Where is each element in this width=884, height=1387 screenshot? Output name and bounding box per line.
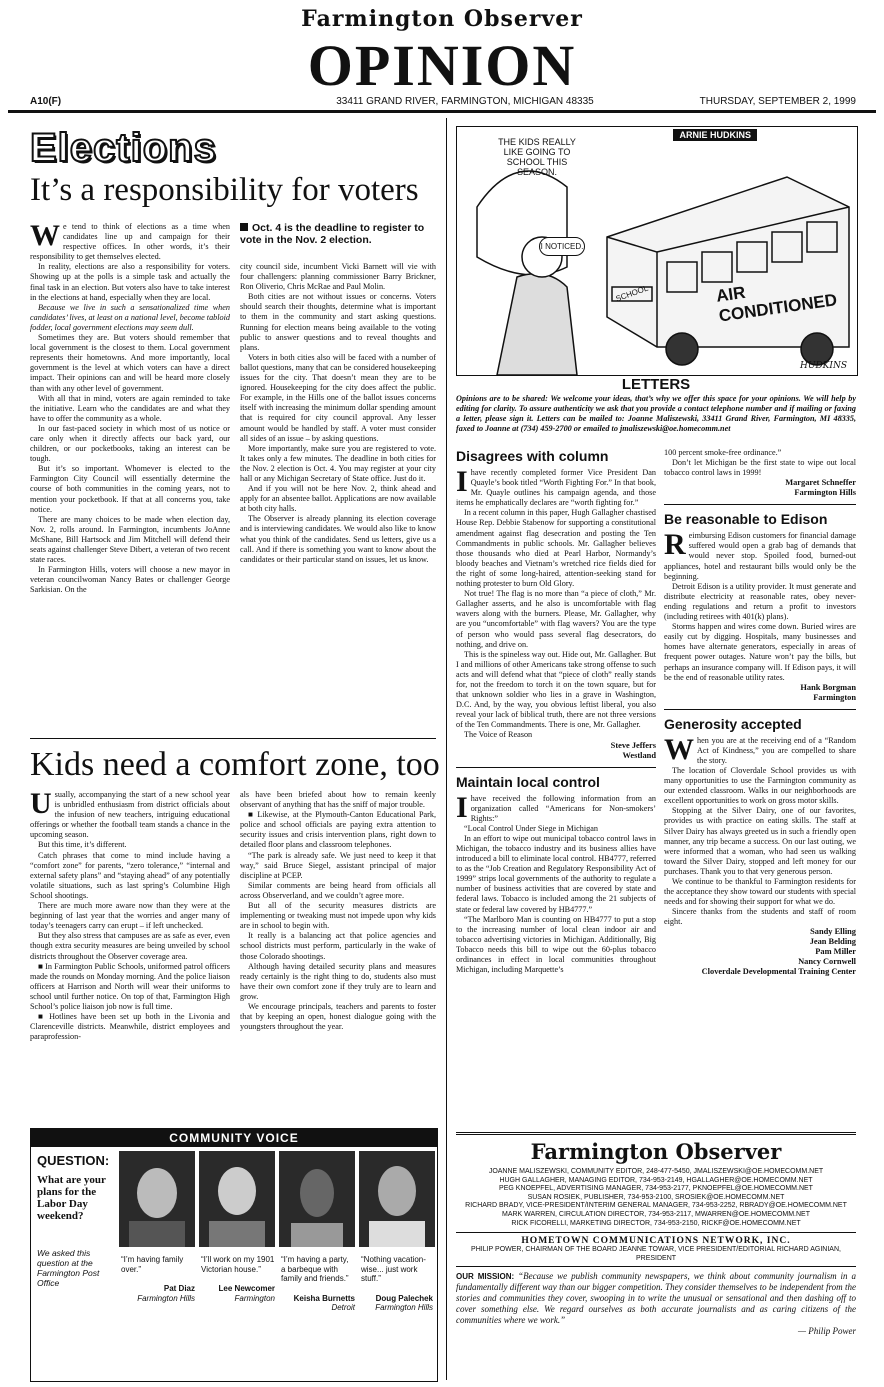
bus-label: SCHOOL: [614, 283, 650, 304]
staff-entry: PEG KNOEPFEL, ADVERTISING MANAGER, 734-953-2177, PKNOEPFEL@OE.HOMECOMM.NET: [499, 1185, 813, 1193]
paragraph: ■ Hotlines have been set up both in the Livonia and Clarenceville districts. Meanwhile, district employees and paraprofession-: [30, 1012, 230, 1042]
cartoon-signature: HUDKINS: [800, 361, 847, 371]
respondent-name: Lee Newcomer: [218, 1284, 275, 1293]
network-officers: PHILIP POWER, CHAIRMAN OF THE BOARD JEANNE TOWAR, VICE PRESIDENT/EDITORIAL RICHARD AGINIAN, PRESIDENT: [456, 1246, 856, 1267]
paragraph: als have been briefed about how to remain keenly observant of anything that has the sniff of major trouble.: [240, 790, 436, 810]
signer-organization: Cloverdale Developmental Training Center: [701, 967, 856, 977]
response: [361, 1255, 433, 1313]
paragraph: We continue to be thankful to Farmington residents for the acceptance they show toward our students with special needs and for showing their support for what we do.: [664, 877, 856, 907]
column-divider: [446, 118, 447, 1380]
signer-city: Farmington Hills: [794, 488, 856, 498]
letter-divider: [456, 767, 656, 768]
letter-title: Maintain local control: [456, 773, 600, 790]
signer-name: Margaret Schneffer: [785, 478, 856, 488]
letter-title: Disagrees with column: [456, 448, 609, 464]
speech-bubble: THE KIDS REALLY LIKE GOING TO SCHOOL THIS SEASON.: [498, 137, 576, 177]
letter-title: Be reasonable to Edison: [664, 511, 828, 528]
paragraph: Storms happen and wires come down. Buried wires are easily cut by digging. Hospitals, many businesses and homes have alternate generators, especially in areas of frequent power outages. Nature won’t pay the bills, but perhaps an insurance company will. If Edison pays, it will be the end of reasonable utility rates.: [664, 622, 856, 682]
paragraph: ■ In Farmington Public Schools, uniformed patrol officers made the rounds on Monday morning. And the police liaison officers at Harrison and North will wear their uniforms to school until further notice. On top of that, Farmington High School’s police liaison job now is full time.: [30, 961, 230, 1011]
paragraph: The Observer is already planning its election coverage and is interviewing candidates. We would also like to know what you think of the candidates. Send us letters, give us a call. And if there is something you want to know about the candidates or their particular stand on issues, let us know.: [240, 514, 436, 564]
paragraph: hen you are at the receiving end of a “Random Act of Kindness,” you are compelled to share the story.: [697, 735, 856, 765]
paragraph: “The park is already safe. We just need to keep it that way,” said Bruce Siegel, assistant principal of major discipline at PCEP.: [240, 850, 436, 880]
letter-body: [456, 790, 656, 976]
question-label: QUESTION:: [37, 1153, 110, 1168]
staff-entry: SUSAN ROSIEK, PUBLISHER, 734-953-2100, SROSIEK@OE.HOMECOMM.NET: [527, 1193, 785, 1201]
paragraph: With all that in mind, voters are again reminded to take the initiative. Learn who the candidates are and what they have to offer the community as a whole.: [30, 393, 230, 423]
response-quote: “I’m having a party, a barbeque with family and friends.”: [281, 1255, 349, 1283]
paragraph: In our fast-paced society in which most of us notice or care only when it directly affects our back yard, our children, or our pocketbooks, taking an interest can be tough.: [30, 423, 230, 464]
paragraph: “The Marlboro Man is counting on HB4777 to put a stop to the increasing number of local clean indoor air and tobacco advertising victories in Michigan. Additionally, Big Tobacco needs this bill to wipe out the 60-plus tobacco ordinances in effect in local communities throughout Michigan, including Marquette’s: [456, 914, 656, 975]
staff-entry: JOANNE MALISZEWSKI, COMMUNITY EDITOR, 248-477-5450, JMALISZEWSKI@OE.HOMECOMM.NET: [488, 1168, 824, 1175]
paragraph: And if you will not be here Nov. 2, think ahead and apply for an absentee ballot. Applications are now available at both city halls.: [240, 484, 436, 514]
respondent-photo: [119, 1151, 195, 1247]
letters-intro: Opinions are to be shared: We welcome your ideas, that’s why we offer this space for your opinions. We will help by editing for clarity. To assure authenticity we ask that you provide a contact telephone number and if mailing or faxing a letter, please sign it. Letters can be mailed to: Joanne Maliszewski, 33411 Grand River, Farmington, MI 48335, faxed to Joanne at (734) 459-2700 or emailed to jmaliszewski@oe.homecomm.net: [456, 394, 856, 433]
staff-entry: RICK FICORELLI, MARKETING DIRECTOR, 734-953-2150, RICKF@OE.HOMECOMM.NET: [511, 1219, 801, 1227]
paragraph: But all of the security measures districts are implementing or tweaking must not impede upon why kids are in school to begin with.: [240, 901, 436, 931]
signer-name: Nancy Cornwell: [798, 957, 856, 967]
letter-divider: [664, 709, 856, 710]
issue-date: THURSDAY, SEPTEMBER 2, 1999: [699, 96, 856, 107]
paragraph: But it’s so important. Whomever is elected to the Farmington City Council will essentially determine the course of both communities in the coming years, not to mention your pocketbook. If that at all concerns you, take notice.: [30, 464, 230, 514]
paragraph: We encourage principals, teachers and parents to foster that by keeping an open, honest dialogue going with the youngsters throughout the year.: [240, 1001, 436, 1032]
response-quote: “Nothing vacation-wise... just work stuff.”: [361, 1255, 426, 1283]
question-text: What are your plans for the Labor Day weekend?: [37, 1174, 106, 1222]
paragraph: have recently completed former Vice President Dan Quayle’s book titled “Worth Fighting For.” In that book, Mr. Quayle outlines his campaign agenda, and those items he emphatically declares are “worth fighting for.”: [456, 468, 656, 508]
editorial-kicker: Elections: [30, 126, 217, 170]
section-rule: [30, 738, 436, 739]
mission-signature: — Philip Power: [798, 1326, 856, 1337]
page-number: A10(F): [30, 96, 62, 107]
elections-column-2: [240, 262, 436, 565]
elections-column-1: [30, 219, 230, 595]
paragraph: city council side, incumbent Vicki Barnett will vie with four challengers: planning commissioner Barry Brickner, Ron Oliverio, Chris McRae and Paul Molin.: [240, 262, 436, 292]
respondent-city: Farmington: [234, 1293, 275, 1303]
respondent-city: Detroit: [331, 1303, 355, 1312]
paragraph: In Farmington Hills, voters will choose a new mayor in veteran councilwoman Nancy Bates or challenger George Sarkisian. On the: [30, 565, 230, 595]
response: [281, 1255, 355, 1313]
paragraph: Both cities are not without issues or concerns. Voters should search their thoughts, determine what is important to them in the community and start asking questions. Running for election means being available to the voting public to answer questions and to reveal thoughts and plans.: [240, 292, 436, 352]
paragraph: In an effort to wipe out municipal tobacco control laws in Michigan, the tobacco industry and its business allies have introduced a bill to eliminate local control. HB4777, referred to as the “Job Creation and Regulatory Responsibility Act of 1999” strips local governments of the authority to regulate a number of business activities that are covered by state and federal laws. Tobacco is included among the 21 subjects of state or federal law covered by HB4777.”: [456, 833, 656, 914]
paragraph: The Voice of Reason: [464, 730, 533, 740]
paragraph: Because we live in such a sensationalized time when candidates’ lives, at least on a national level, become tabloid fodder, local government elections may seem dull.: [30, 302, 230, 332]
paragraph: Not true! The flag is no more than “a piece of cloth,” Mr. Gallagher asserts, and he also is uncomfortable with flag wavers along with the burners. Please, Mr. Gallagher, why are you “uncomfortable” with flag wavers? You are the type of person who would pass several flag desecrators, do nothing, and drive on.: [456, 589, 656, 649]
paragraph: have received the following information from an organization called “Americans for Non-smokers’ Rights:”: [470, 793, 656, 823]
paragraph: There are much more aware now than they were at the beginning of last year that the worries and anger many of today’s teenagers carry can erupt – if left unchecked.: [30, 901, 230, 931]
letter-signature: [456, 741, 656, 761]
dropcap: U: [30, 787, 52, 820]
signer-name: Sandy Elling: [810, 927, 856, 937]
paragraph: Similar comments are being heard from officials all across Observerland, and we couldn’t agree more.: [240, 880, 436, 900]
staff-entry: HUGH GALLAGHER, MANAGING EDITOR, 734-953-2149, HGALLAGHER@OE.HOMECOMM.NET: [499, 1176, 813, 1184]
dropcap: I: [456, 465, 468, 498]
callout-text: Oct. 4 is the deadline to register to vote in the Nov. 2 election.: [240, 222, 425, 246]
paragraph: e tend to think of elections as a time when candidates line up and campaign for their respective offices. In other words, it’s their responsibility to get themselves elected.: [30, 222, 230, 262]
respondent-city: Farmington Hills: [375, 1303, 433, 1312]
signer-name: Steve Jeffers: [610, 740, 656, 750]
letter-signature: [664, 683, 856, 703]
paragraph: 100 percent smoke-free ordinance.”: [664, 448, 782, 457]
community-voice-banner: COMMUNITY VOICE: [31, 1129, 437, 1147]
staff-entry: MARK WARREN, CIRCULATION DIRECTOR, 734-953-2117, MWARREN@OE.HOMECOMM.NET: [501, 1210, 811, 1218]
signer-name: Jean Belding: [809, 937, 856, 947]
respondent-photo: [279, 1151, 355, 1247]
paragraph: The location of Cloverdale School provides us with many opportunities to use the Farmington community as our extended classroom. Walks in our neighborhoods are excellent opportunities to work on gross motor skills.: [664, 765, 856, 806]
respondent-name: Doug Palechek: [375, 1293, 433, 1303]
paragraph: But they also stress that campuses are as safe as ever, even though extra security measures are being unveiled by school districts throughout the Observer coverage area.: [30, 931, 231, 961]
signer-city: Farmington: [813, 692, 856, 702]
paragraph: Stopping at the Silver Dairy, one of our favorites, provides us with practice on eating skills. The staff at Silver Dairy has always greeted us in such a friendly open manner, any trip became a success. On our last outing, we were informed that a woman, who had seen us walking toward the Silver Dairy, stopped and left money for our purchases. Thank you to that very generous person.: [664, 806, 856, 876]
respondent-city: Farmington Hills: [137, 1293, 195, 1303]
paragraph: There are many choices to be made when election day, Nov. 2, rolls around. In Farmington, incumbents JoAnne McShane, Bill Hartsock and Jim Mitchell will defend their seats against challenger Steve Dibert, a veteran of two recent state races.: [30, 514, 230, 565]
mission-text: “Because we publish community newspapers, we think about community journalism in a fundamentally different way than our bigger competition. They consider themselves to be independent from the stories and communities they cover, swooping in to write the unusual or sensational and then dashing off to cover something else. We regard ourselves as both accurate journalists and as caring citizens of the communities where we work.”: [456, 1271, 857, 1326]
paragraph: Sincere thanks from the students and staff of room eight.: [664, 907, 856, 927]
paragraph: In reality, elections are also a responsibility for voters. Showing up at the polls is a simple task and actually the final task in an election. But voters also have to take interest in the elections at hand, especially when they are local.: [30, 262, 230, 302]
mission-statement: [456, 1271, 856, 1326]
editorial-headline: It’s a responsibility for voters: [30, 172, 419, 208]
paragraph: But this time, it’s different.: [38, 840, 127, 850]
signer-name: Hank Borgman: [800, 682, 856, 692]
signer-city: Westland: [622, 750, 656, 760]
response-quote: “I’m having family over.”: [121, 1255, 184, 1274]
dropcap: W: [664, 732, 694, 766]
editorial-cartoon: [456, 126, 858, 376]
letter-signature: [664, 927, 856, 977]
kids-column-1: [30, 787, 231, 1042]
top-rule: [8, 110, 876, 113]
network-name: HOMETOWN COMMUNICATIONS NETWORK, INC.: [456, 1232, 856, 1246]
respondent-photo: [359, 1151, 435, 1247]
editorial-headline: Kids need a comfort zone, too: [30, 746, 440, 783]
paragraph: It really is a balancing act that police agencies and school districts must perform, particularly in the wake of those Colorado shootings.: [240, 931, 436, 961]
kids-column-2: [240, 790, 436, 1032]
paragraph: Detroit Edison is a utility provider. It must generate and distribute electricity at reasonable rates, obey never-ending regulations and return a profit to investors (including retirees with 401(k) plans).: [664, 581, 856, 622]
newspaper-nameplate: Farmington Observer: [301, 6, 583, 32]
staff-nameplate: Farmington Observer: [530, 1139, 782, 1164]
paragraph: Sometimes they are. But voters should remember that local government is the closest to them. Local government represents their hometowns. And more importantly, local government is the level at which voters can have a direct impact. Their opinions can and will be heard more closely than with any other level of government.: [30, 333, 230, 393]
response: [201, 1255, 275, 1303]
address-line: 33411 GRAND RIVER, FARMINGTON, MICHIGAN 48335: [336, 96, 594, 107]
mission-label: OUR MISSION:: [456, 1272, 515, 1282]
paragraph: More importantly, make sure you are registered to vote. It takes only a few minutes. The deadline in both cities for the Nov. 2 election is Oct. 4. You may register at your city hall or any Michigan Secretary of State office. Just do it.: [240, 443, 436, 483]
paragraph: Although having detailed security plans and measures ready certainly is the right thing to do, students also must have their own comfort zone if they truly are to learn and grow.: [240, 961, 436, 1001]
cartoonist-credit: ARNIE HUDKINS: [673, 129, 757, 141]
question-block: [37, 1153, 113, 1288]
dropcap: R: [664, 528, 686, 562]
paragraph: ■ Likewise, at the Plymouth-Canton Educational Park, police and school officials are paying extra attention to security issues and crisis intervention plans, right down to detailed floor plans and classroom telephones.: [240, 810, 436, 850]
letter-divider: [664, 504, 856, 505]
letter-body: [664, 732, 856, 928]
paragraph: eimbursing Edison customers for financial damage suffered would open a grab bag of demands that would never stop. Spoiled food, burned-out appliances, hotel and restaurant bills would only be the beginning.: [664, 531, 856, 581]
staff-list: [456, 1168, 856, 1228]
letters-title: LETTERS: [621, 376, 691, 393]
staff-entry: RICHARD BRADY, VICE-PRESIDENT/INTERIM GENERAL MANAGER, 734-953-2252, RBRADY@OE.HOMECOMM.NET: [465, 1202, 847, 1210]
letters-column-2: [664, 448, 856, 977]
dropcap: I: [456, 790, 468, 824]
bus-sign: AIR CONDITIONED: [714, 282, 839, 326]
dropcap: W: [30, 219, 60, 252]
letter-title: Generosity accepted: [664, 715, 802, 732]
letter-body: [664, 528, 856, 682]
respondent-name: Keisha Burnetts: [293, 1293, 355, 1303]
question-note: We asked this question at the Farmington Post Office: [37, 1248, 100, 1288]
letter-signature: [664, 478, 856, 498]
paragraph: Catch phrases that come to mind include having a “comfort zone” for parents, “zero tolerance,” “internal and external safety plans” and “staying ahead” of any potentially volatile situations, such as last spring’s Columbine High School shootings.: [30, 850, 230, 900]
paragraph: This is the spineless way out. Hide out, Mr. Gallagher. But I and millions of other Americans take strong offense to such acts and will defend what that “piece of cloth” really stands for, not the freedom to torch it on the town square, but for that unknown soldier who lies in a grave in Washington, D.C. And, by the way, you obvious leftist liberal, you also reveal your lack of biblical truth, there are not three versions of the Ten Commandments. There is one, Mr. Gallagher.: [456, 649, 656, 730]
letters-column-1: [456, 448, 656, 975]
paragraph: sually, accompanying the start of a new school year is unbridled enthusiasm from district officials about the infusion of new teachers, intriguing educational offerings or whether the football team stands a chance in the upcoming season.: [30, 790, 230, 840]
paragraph: Voters in both cities also will be faced with a number of ballot questions, many that can be considered housekeeping issues for the city. That doesn’t mean they are to be ignored. Housekeeping for the city does affect the public. For example, in the Hills one of the ballot issues concerns itself with increasing the minimum dollar spending amount that is required for city council approval. Any lesser amount would be handled by staff. A voter must consider all sides of an issue – by asking questions.: [240, 352, 436, 443]
community-voice-box: [30, 1128, 438, 1382]
signer-name: Pam Miller: [815, 947, 856, 957]
staff-box: [456, 1132, 856, 1336]
speech-bubble: I NOTICED.: [539, 237, 585, 256]
letter-body: [664, 448, 856, 478]
response: [121, 1255, 195, 1303]
respondent-name: Pat Diaz: [163, 1284, 195, 1293]
paragraph: In a recent column in this paper, Hugh Gallagher chastised House Rep. Debbie Stabenow for supporting a constitutional amendment against flag desecration and posting the Ten Commandments in public schools. Mr. Gallagher believes those thousands who died at Pearl Harbor, Normandy’s bloody beaches and Vietnam’s wretched rice fields died for the right of some long-haired, attention-seeking stand for nothing protester to burn Old Glory.: [456, 508, 657, 589]
paragraph: “Local Control Under Siege in Michigan: [464, 823, 598, 833]
section-title: OPINION: [307, 33, 577, 98]
paragraph: Don’t let Michigan be the first state to wipe out local tobacco control laws in 1999!: [664, 458, 856, 478]
deadline-callout: [240, 222, 436, 246]
letter-body: [456, 465, 657, 741]
respondent-photo: [199, 1151, 275, 1247]
response-quote: “I’ll work on my 1901 Victorian house.”: [201, 1255, 275, 1274]
